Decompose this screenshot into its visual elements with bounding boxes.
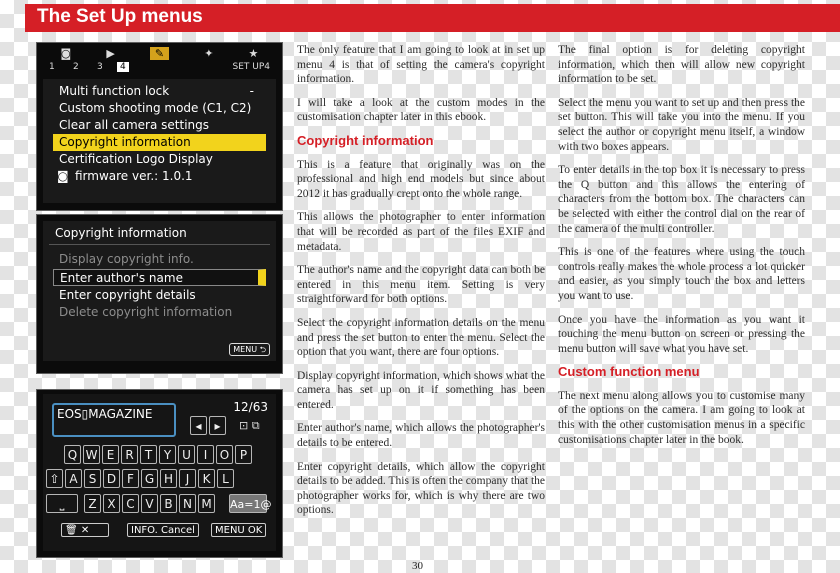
page-number-1[interactable]: 1	[49, 62, 55, 72]
page-number-3[interactable]: 3	[97, 62, 103, 72]
key-m[interactable]: M	[198, 494, 215, 513]
menu-item-value: -	[249, 84, 254, 98]
menu-item-firmware[interactable]	[53, 168, 266, 185]
star-icon[interactable]: ★	[248, 46, 259, 60]
custom-icon[interactable]: ✦	[204, 46, 214, 60]
menu-item-certification-logo[interactable]: Certification Logo Display	[59, 152, 213, 166]
author-name-input[interactable]: EOS▯MAGAZINE	[52, 403, 176, 437]
cursor-right-button[interactable]: ▸	[209, 416, 226, 435]
menu-back-button[interactable]: MENU ⮌	[229, 343, 270, 356]
page-title: The Set Up menus	[37, 6, 203, 27]
paragraph: Once you have the information as you want it touching the menu button on screen or pressing the menu button will save what you have set.	[558, 313, 805, 355]
space-key[interactable]: ⎵	[46, 494, 78, 513]
menu-page-numbers	[43, 61, 276, 75]
keyboard-screenshot	[36, 389, 283, 558]
setup-tab-label: SET UP4	[232, 62, 270, 72]
paragraph: Select the copyright information details on the menu and press the set button to enter the menu. Select the option that you want, there are four options.	[297, 316, 545, 359]
paragraph: This is one of the features where using the touch controls really makes the whole process a lot quicker and easier, as you simply touch the box and letters you want to use.	[558, 246, 805, 302]
menu-item-copyright-information[interactable]: Copyright information	[53, 134, 266, 151]
camera-icon: ◙	[57, 169, 69, 183]
menu-tabs	[43, 45, 276, 61]
key-n[interactable]: N	[179, 494, 196, 513]
key-z[interactable]: Z	[84, 494, 101, 513]
character-count: 12/63	[233, 400, 268, 414]
copyright-menu-screenshot	[36, 214, 283, 374]
key-f[interactable]: F	[122, 469, 139, 488]
menu-item-clear-settings[interactable]: Clear all camera settings	[59, 118, 210, 132]
key-t[interactable]: T	[140, 445, 157, 464]
menu-item-display-copyright[interactable]: Display copyright info.	[59, 252, 194, 266]
input-mode-icon: ⊡ ⧉	[239, 419, 260, 432]
paragraph: Enter copyright details, which allow the copyright details to be added. This is often the company that the photographer works for, which is why there are two options.	[297, 460, 545, 517]
menu-title: Copyright information	[55, 226, 187, 240]
key-r[interactable]: R	[121, 445, 138, 464]
key-b[interactable]: B	[160, 494, 177, 513]
key-x[interactable]: X	[103, 494, 120, 513]
shift-key[interactable]: ⇧	[46, 469, 63, 488]
paragraph: This allows the photographer to enter information that will be recorded as part of the files EXIF and metadata.	[297, 211, 545, 253]
key-k[interactable]: K	[198, 469, 215, 488]
paragraph: This is a feature that originally was on the professional and high end models but since about 2012 it has gradually crept onto the whole range.	[297, 158, 545, 200]
key-e[interactable]: E	[102, 445, 119, 464]
section-heading: Copyright information	[297, 132, 434, 148]
delete-button[interactable]: 🗑 ✕	[61, 523, 109, 537]
paragraph: Select the menu you want to set up and then press the set button. This will take you into the menu. If you select the author or copyright menu itself, a window with two boxes appears.	[558, 96, 805, 153]
page-number: 30	[412, 560, 423, 572]
keyboard-panel	[43, 394, 276, 551]
key-v[interactable]: V	[141, 494, 158, 513]
key-h[interactable]: H	[160, 469, 177, 488]
key-q[interactable]: Q	[64, 445, 81, 464]
cursor-left-button[interactable]: ◂	[190, 416, 207, 435]
key-d[interactable]: D	[103, 469, 120, 488]
paragraph: Enter author's name, which allows the photographer's details to be entered.	[297, 422, 545, 450]
menu-item-multi-function-lock[interactable]	[53, 83, 266, 100]
key-c[interactable]: C	[122, 494, 139, 513]
paragraph: The next menu along allows you to customise many of the options on the camera. I am going to look at this with the other customisation menus in a specific customisations chapter later in the book.	[558, 389, 805, 446]
wrench-icon[interactable]: ✎	[150, 47, 169, 60]
playback-icon[interactable]: ▶	[106, 46, 115, 60]
key-y[interactable]: Y	[159, 445, 176, 464]
key-u[interactable]: U	[178, 445, 195, 464]
menu-item-label: Multi function lock	[59, 84, 170, 98]
key-w[interactable]: W	[83, 445, 100, 464]
menu-item-delete-copyright[interactable]: Delete copyright information	[59, 305, 233, 319]
paragraph: Display copyright information, which shows what the camera has set up on it if something has been entered.	[297, 369, 545, 411]
header-banner	[25, 4, 840, 32]
paragraph: The final option is for deleting copyright information, which then will allow new copyright information to be set.	[558, 44, 805, 86]
camera-icon[interactable]: ◙	[60, 46, 72, 60]
page-number-4[interactable]: 4	[117, 62, 129, 72]
text-column-1	[297, 43, 545, 527]
paragraph: The only feature that I am going to look at in set up menu 4 is that of setting the camera's copyright information.	[297, 44, 545, 86]
key-s[interactable]: S	[84, 469, 101, 488]
menu-item-enter-copyright[interactable]: Enter copyright details	[59, 288, 196, 302]
key-o[interactable]: O	[216, 445, 233, 464]
key-j[interactable]: J	[179, 469, 196, 488]
menu-item-enter-author[interactable]: Enter author's name	[53, 269, 266, 286]
mode-switch-key[interactable]: Aa=1@	[229, 494, 267, 513]
section-heading: Custom function menu	[558, 364, 700, 380]
key-p[interactable]: P	[235, 445, 252, 464]
menu-item-custom-shooting-mode[interactable]: Custom shooting mode (C1, C2)	[59, 101, 252, 115]
paragraph: To enter details in the top box it is necessary to press the Q button and this allows the entering of characters from the bottom box. The characters can be selected with either the control dial on the rear of the camera of the multi controller.	[558, 164, 805, 235]
copyright-menu-panel	[43, 221, 276, 361]
ok-button[interactable]: MENU OK	[211, 523, 266, 537]
setup-menu-screenshot	[36, 42, 283, 211]
menu-item-label: firmware ver.: 1.0.1	[75, 169, 193, 183]
key-i[interactable]: I	[197, 445, 214, 464]
key-a[interactable]: A	[65, 469, 82, 488]
menu-list	[43, 79, 276, 203]
text-column-2	[558, 43, 805, 456]
paragraph: The author's name and the copyright data can both be entered in this menu item. Setting is very straightforward for both options.	[297, 264, 545, 306]
key-g[interactable]: G	[141, 469, 158, 488]
page-number-2[interactable]: 2	[73, 62, 79, 72]
paragraph: I will take a look at the custom modes in the customisation chapter later in this ebook.	[297, 96, 545, 124]
key-l[interactable]: L	[217, 469, 234, 488]
cancel-button[interactable]: INFO. Cancel	[127, 523, 199, 537]
divider	[49, 244, 270, 245]
